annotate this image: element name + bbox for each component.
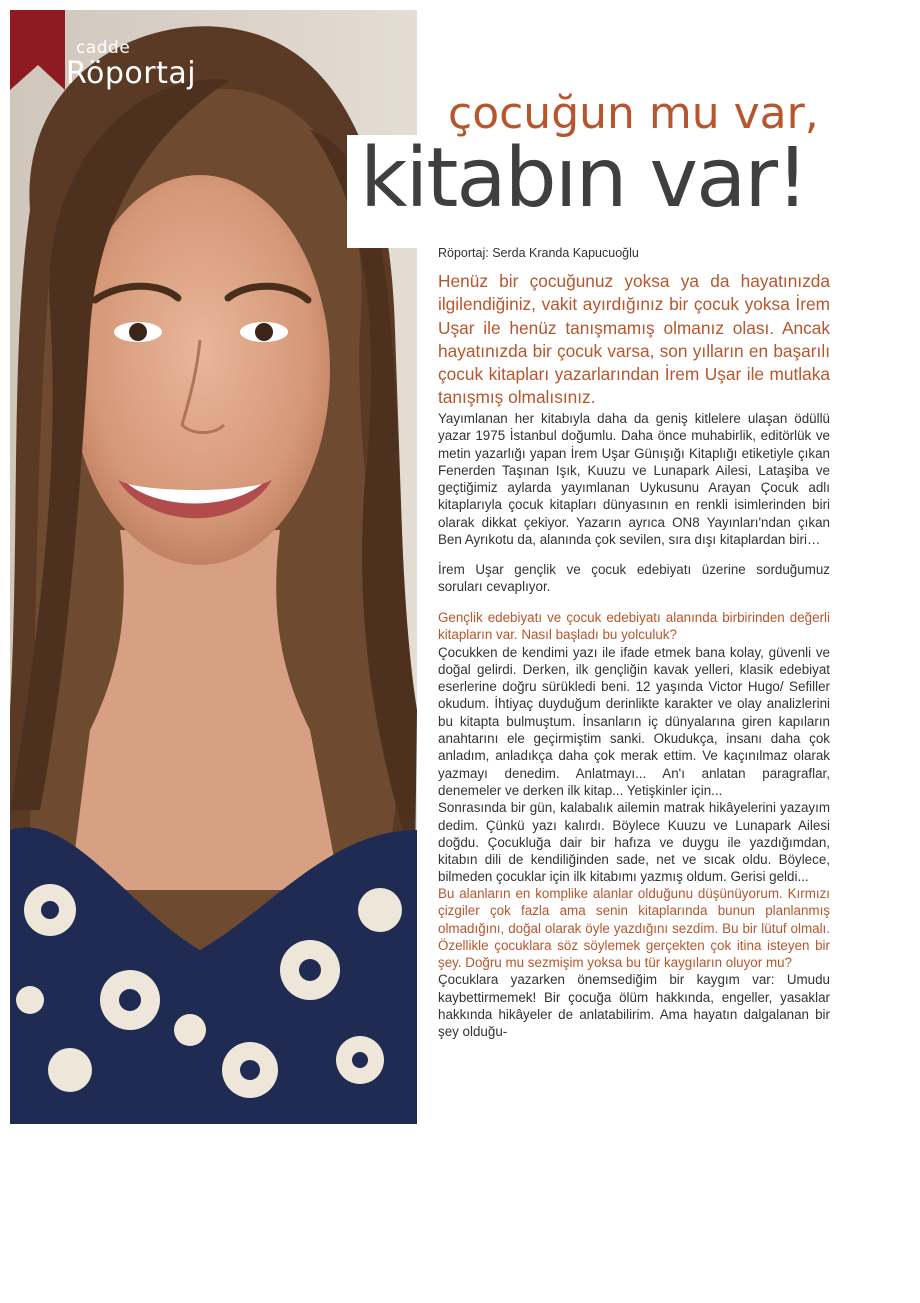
intro-section — [438, 410, 830, 548]
intro-section-2 — [438, 561, 830, 596]
headline-line-2: kitabın var! — [360, 131, 807, 226]
answer-1-part-1: Çocukken de kendimi yazı ile ifade etmek bana kolay, güvenli ve doğal gelirdi. Derken, ilk gençliğin kavak yelleri, klasik edebiyat eserlerine doğru sürükledi beni. 12 yaşında Victor Hugo/ Sefiller okudum. İhtiyaç duyduğum derinlikte karakter ve olay analizlerini bu kitapta bulmuştum. İnsanların iç dünyalarına giren kapıların anahtarını ele geçirmiştim sanki. Okudukça, insanı daha çok anladım, anladıkça daha çok merak ettim. Ve kaçınılmaz olarak yazmayı denedim. Anlatmayı... An'ı anlatan paragraflar, denemeler ve derken ilk kitap... Yetişkinler için... — [438, 644, 830, 798]
byline: Röportaj: Serda Kranda Kapucuoğlu — [438, 246, 639, 260]
question-2: Bu alanların en komplike alanlar olduğunu düşünüyorum. Kırmızı çizgiler çok fazla ama senin kitaplarında bunun planlanmış olmadığını, doğal olarak öyle yazdığını sezdim. Bu bir lütuf olmalı. Özellikle çocuklara söz söylemek gerçekten çok itina isteyen bir şey. Doğru mu sezmişim yoksa bu tür kaygıların oluyor mu? — [438, 886, 830, 971]
answer-1-part-2: Sonrasında bir gün, kalabalık ailemin matrak hikâyelerini yazayım dedim. Çünkü yazı kalırdı. Böylece Kuuzu ve Lunapark Ailesi doğdu. Çocukluğa dair bir hafıza ve duygu ile yazdığımdan, kitabın dili de kendiliğinden sade, net ve sıcak oldu. Böylece, bilmeden çocuklar için ilk kitabımı yazmış oldum. Gerisi geldi... — [438, 800, 830, 885]
intro-paragraph: Yayımlanan her kitabıyla daha da geniş kitlelere ulaşan ödüllü yazar 1975 İstanbul doğumlu. Daha önce muhabirlik, editörlük ve metin yazarlığı yapan İrem Uşar Günışığı Kitaplığı etiketiyle çıkan Fenerden Taşınan Işık, Kuuzu ve Lunapark Ailesi, Lataşiba ve geçtiğimiz aylarda yayımlanan Uykusunu Arayan Çocuk adlı kitaplarıyla çocuk kitapları dünyasının en renkli isimlerinden biri olarak dikkat çekiyor. Yazarın ayrıca ON8 Yayınları'ndan çıkan Ben Ayrıkotu da, alanında çok sevilen, sıra dışı kitaplardan biri… — [438, 411, 830, 548]
qa-section-2 — [438, 885, 830, 1041]
intro-paragraph-2: İrem Uşar gençlik ve çocuk edebiyatı üzerine sorduğumuz soruları cevaplıyor. — [438, 562, 830, 595]
lead-paragraph: Henüz bir çocuğunuz yoksa ya da hayatınızda ilgilendiğiniz, vakit ayırdığınız bir çocuk yoksa İrem Uşar ile henüz tanışmamış olmanız olası. Ancak hayatınızda bir çocuk varsa, son yılların en başarılı çocuk kitapları yazarlarından İrem Uşar ile mutlaka tanışmış olmalısınız. — [438, 271, 830, 408]
bookmark-ribbon — [10, 10, 65, 90]
answer-2: Çocuklara yazarken önemsediğim bir kaygım var: Umudu kaybettirmemek! Bir çocuğa ölüm hakkında, engeller, yasaklar hakkında hikâyeler de anlatabilirim. Ama hayatın dalgalanan bir şey olduğu- — [438, 972, 830, 1040]
section-label-small: cadde — [76, 38, 131, 58]
section-label: Röportaj — [66, 56, 197, 91]
headline-line-1: çocuğun mu var, — [448, 88, 819, 139]
qa-section-1 — [438, 609, 830, 886]
question-1: Gençlik edebiyatı ve çocuk edebiyatı alanında birbirinden değerli kitapların var. Nasıl başladı bu yolculuk? — [438, 610, 830, 643]
